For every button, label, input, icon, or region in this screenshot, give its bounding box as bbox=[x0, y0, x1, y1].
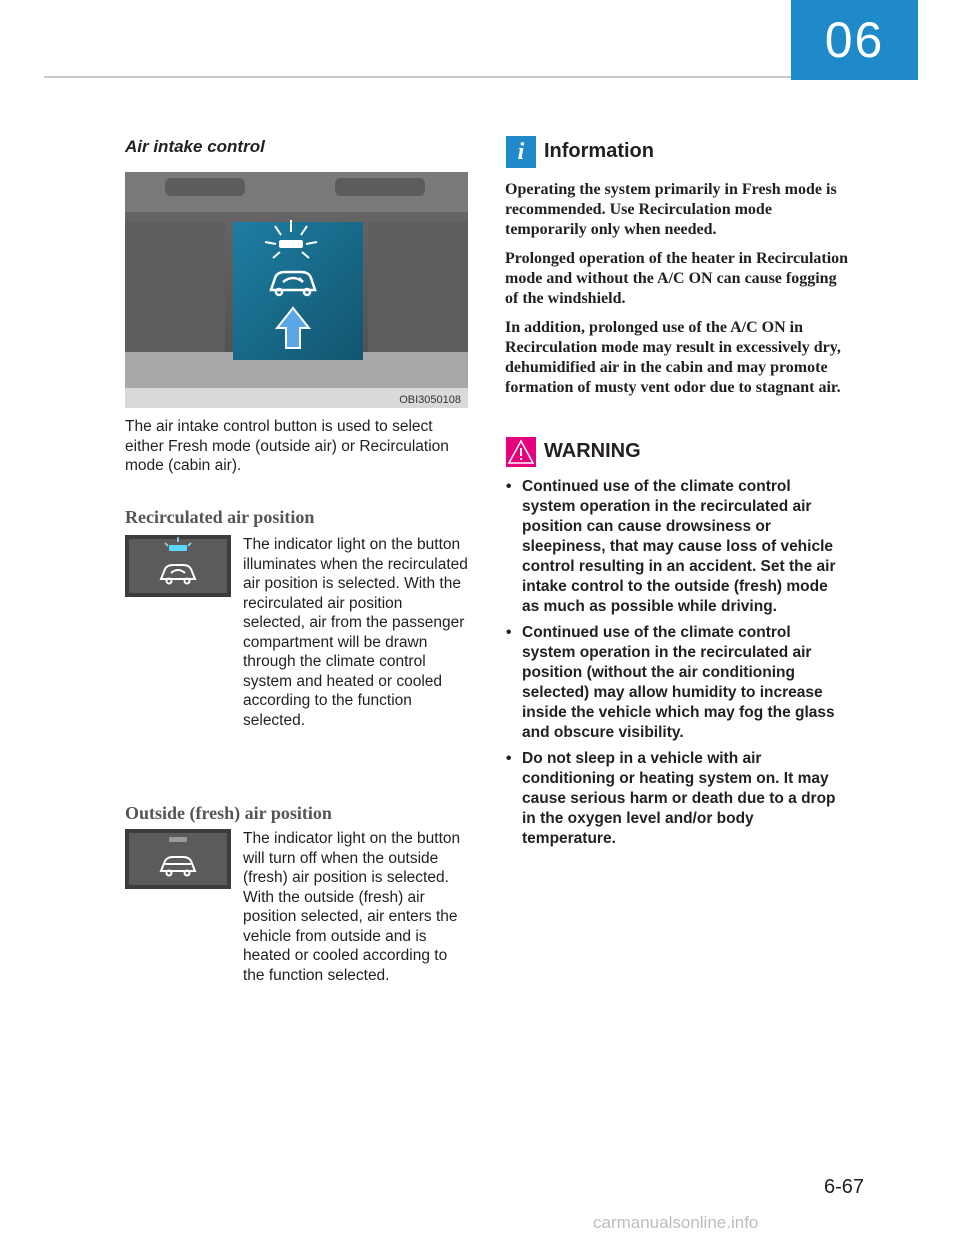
warning-item: • Do not sleep in a vehicle with air conditioning or heating system on. It may cause serious harm or death due to a drop in the oxygen level and/or body temperature. bbox=[506, 750, 836, 847]
air-intake-button-illustration bbox=[125, 172, 468, 408]
info-paragraph: In addition, prolonged use of the A/C ON in Recirculation mode may result in excessively dry, dehumidified air in the cabin and may promote formation of musty vent odor due to stagnant air. bbox=[505, 319, 841, 396]
warning-item: • Continued use of the climate control system operation in the recirculated air position can cause drowsiness or sleepiness, that may cause loss of vehicle control resulting in an accident. Set the air intake control to the outside (fresh) mode as much as possible while driving. bbox=[506, 478, 836, 615]
chapter-tab: 06 bbox=[791, 0, 918, 80]
intro-paragraph: The air intake control button is used to select either Fresh mode (outside air) or Recirculation mode (cabin air). bbox=[125, 418, 449, 474]
fresh-button-image bbox=[125, 829, 231, 889]
fresh-paragraph: The indicator light on the button will turn off when the outside (fresh) air position is selected. With the outside (fresh) air position selected, air enters the vehicle from outside and is heated or cooled according to the function selected. bbox=[243, 830, 461, 984]
recirc-button-image bbox=[125, 535, 231, 597]
warning-list bbox=[506, 477, 846, 855]
information-body bbox=[505, 180, 850, 407]
air-intake-figure bbox=[125, 172, 468, 408]
warning-item: • Continued use of the climate control system operation in the recirculated air position (without the air conditioning selected) may allow humidity to increase inside the vehicle which may fog the glass and obscure visibility. bbox=[506, 624, 835, 741]
section-heading: Air intake control bbox=[125, 137, 265, 156]
information-title: Information bbox=[544, 140, 654, 162]
warning-title: WARNING bbox=[544, 440, 641, 462]
page-number: 6-67 bbox=[823, 1176, 864, 1198]
header-rule bbox=[44, 76, 792, 78]
fresh-heading: Outside (fresh) air position bbox=[125, 803, 332, 823]
fresh-symbol-icon bbox=[125, 829, 231, 889]
info-paragraph: Operating the system primarily in Fresh mode is recommended. Use Recirculation mode temporarily only when needed. bbox=[505, 181, 837, 238]
recirc-paragraph: The indicator light on the button illuminates when the recirculated air position is selected. With the recirculated air position selected, air from the passenger compartment will be drawn through the climate control system and heated or cooled according to the function selected. bbox=[243, 536, 468, 729]
recirc-symbol-icon bbox=[125, 535, 231, 597]
recirc-heading: Recirculated air position bbox=[125, 507, 315, 527]
info-icon: i bbox=[506, 136, 536, 168]
info-paragraph: Prolonged operation of the heater in Recirculation mode and without the A/C ON can cause fogging of the windshield. bbox=[505, 250, 849, 307]
watermark: carmanualsonline.info bbox=[593, 1213, 759, 1232]
warning-triangle-icon bbox=[506, 437, 536, 467]
figure-code: OBI3050108 bbox=[396, 394, 464, 406]
